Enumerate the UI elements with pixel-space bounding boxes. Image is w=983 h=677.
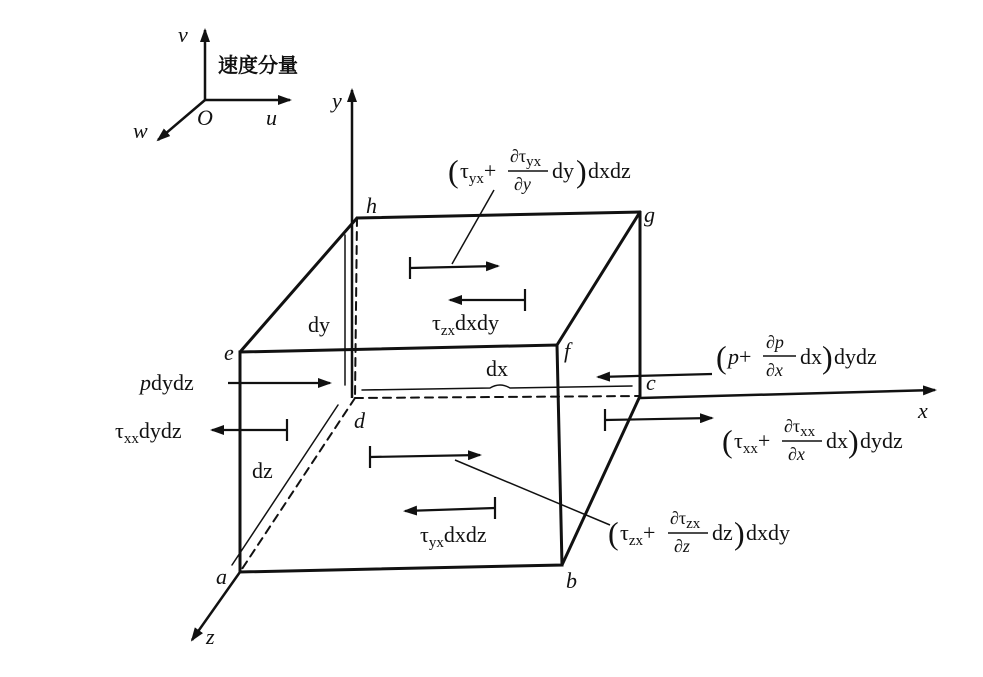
point-d: d: [354, 408, 365, 433]
dy-label: dy: [308, 312, 330, 337]
y-axis-label: y: [332, 88, 342, 113]
point-a: a: [216, 564, 227, 589]
hidden-edge-dc: [355, 396, 640, 398]
tau-zx-back-label: $\tau_{zx}dxdy$: [432, 310, 500, 339]
edge-hg: [357, 212, 640, 218]
tau-xx-right-label: [722, 416, 903, 464]
tau-yx-top-tail: dxdz: [588, 158, 631, 183]
dx-label: dx: [486, 356, 508, 381]
pressure-right-d: dx: [800, 344, 822, 369]
edge-eh: [240, 218, 357, 352]
tau-zx-front-rparen: ): [734, 515, 745, 551]
fluid-cube: [232, 212, 640, 572]
velocity-legend-title: 速度分量: [218, 53, 298, 77]
point-e: e: [224, 340, 234, 365]
tau-zx-front-base: $\tau_{zx}+$: [620, 520, 656, 549]
tau-zx-front-lparen: (: [608, 515, 619, 551]
dx-dimension-line: [362, 385, 632, 390]
tau-zx-front-leader: [455, 460, 610, 525]
pressure-right-denominator: ∂x: [766, 360, 783, 380]
tau-yx-top-base: $\tau_{yx}+$: [460, 158, 497, 187]
pressure-right-numerator: ∂p: [766, 332, 784, 352]
pressure-right-lparen: (: [716, 339, 727, 375]
pressure-right-rparen: ): [822, 339, 833, 375]
tau-yx-top-arrow: [410, 266, 498, 268]
tau-xx-right-rparen: ): [848, 423, 859, 459]
tau-xx-right-arrow: [605, 418, 712, 420]
pressure-right-base: p+: [728, 344, 752, 369]
tau-xx-right-base: $\tau_{xx}+$: [734, 428, 771, 457]
velocity-legend: [133, 22, 298, 143]
tau-zx-front-numerator: $\partial\tau_{zx}$: [670, 508, 701, 532]
tau-yx-bottom-arrow: [405, 508, 495, 511]
pressure-right-tail: dydz: [834, 344, 877, 369]
point-h: h: [366, 193, 377, 218]
point-g: g: [644, 202, 655, 227]
pressure-right-arrow: [598, 374, 712, 377]
force-arrows: [212, 190, 712, 525]
tau-zx-front-arrow: [370, 455, 480, 457]
dz-label: dz: [252, 458, 273, 483]
point-f: f: [564, 338, 571, 363]
tau-yx-top-denominator: ∂y: [514, 174, 531, 194]
tau-xx-right-numerator: $\partial\tau_{xx}$: [784, 416, 816, 440]
point-b: b: [566, 568, 577, 593]
tau-xx-left-label: $\tau_{xx}dydz$: [115, 418, 182, 447]
hidden-edge-da: [240, 398, 355, 572]
tau-yx-top-rparen: ): [576, 153, 587, 189]
tau-yx-top-lparen: (: [448, 153, 459, 189]
x-axis-label: x: [918, 398, 928, 423]
tau-xx-right-d: dx: [826, 428, 848, 453]
pressure-right-label: [716, 332, 877, 380]
tau-yx-top-label: [448, 146, 631, 194]
tau-yx-top-leader: [452, 190, 494, 264]
tau-xx-right-tail: dydz: [860, 428, 903, 453]
tau-xx-right-denominator: ∂x: [788, 444, 805, 464]
pressure-left-label: pdydz: [140, 370, 194, 395]
tau-xx-right-lparen: (: [722, 423, 733, 459]
tau-yx-bottom-label: $\tau_{yx}dxdz$: [420, 522, 487, 551]
tau-yx-top-d: dy: [552, 158, 574, 183]
z-axis-label: z: [206, 624, 215, 649]
front-face: [240, 345, 562, 572]
point-c: c: [646, 370, 656, 395]
tau-zx-front-tail: dxdy: [746, 520, 790, 545]
origin-label: O: [197, 105, 213, 130]
x-axis: [640, 390, 935, 398]
point-labels: [216, 193, 656, 593]
w-label: w: [133, 118, 148, 143]
tau-zx-front-label: [608, 508, 790, 556]
v-label: v: [178, 22, 188, 47]
hidden-edge-hd: [355, 218, 357, 398]
tau-zx-front-denominator: ∂z: [674, 536, 690, 556]
tau-yx-top-numerator: $\partial\tau_{yx}$: [510, 146, 542, 170]
tau-zx-front-d: dz: [712, 520, 733, 545]
edge-fg: [557, 212, 640, 345]
u-label: u: [266, 105, 277, 130]
